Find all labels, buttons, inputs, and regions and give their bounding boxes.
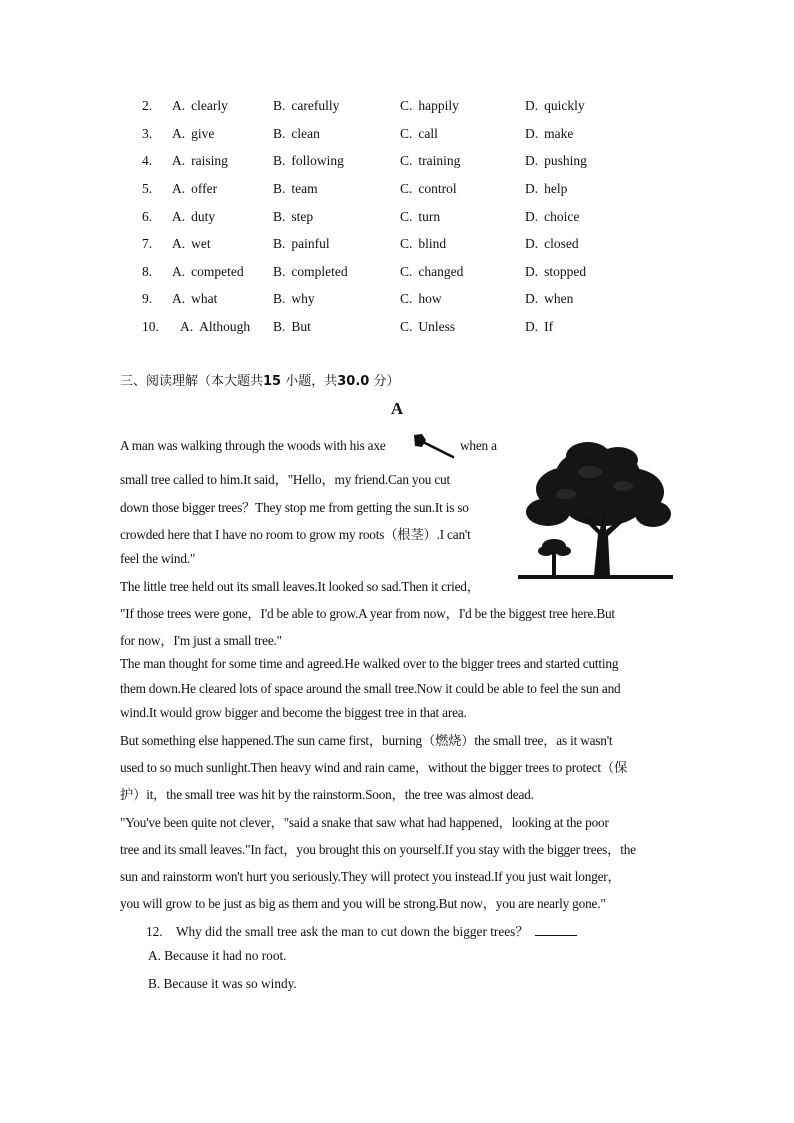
choice-c[interactable]: C. changed [400,264,464,279]
choice-b[interactable]: B. painful [273,236,330,251]
passage-line: 护）it，the small tree was hit by the rainstorm.Soon，the tree was almost dead. [120,787,534,802]
choice-c[interactable]: C. blind [400,236,447,251]
passage-line: sun and rainstorm won't hurt you seriously.They will protect you instead.If you just wait longer， [120,869,621,884]
passage-line: small tree called to him.It said，"Hello，my friend.Can you cut [120,472,451,487]
choice-c[interactable]: C. happily [400,98,459,113]
choice-b[interactable]: B. carefully [273,98,340,113]
choice-d[interactable]: D. closed [525,236,579,251]
choice-d[interactable]: D. choice [525,209,580,224]
choice-c[interactable]: C. Unless [400,319,456,334]
section-score: 30.0 [337,374,370,389]
item-number: 4. [142,153,153,168]
passage-line: The man thought for some time and agreed.He walked over to the bigger trees and started cutting [120,656,619,671]
section-suffix: 分） [373,374,400,389]
option-row [0,181,794,203]
choice-a[interactable]: A. competed [172,264,244,279]
item-number: 8. [142,264,153,279]
passage-line: "If those trees were gone，I'd be able to grow.A year from now，I'd be the biggest tree here.But [120,606,615,621]
axe-icon [412,432,456,460]
passage-line: crowded here that I have no room to grow my roots（根茎）.I can't [120,527,471,542]
passage-line: "You've been quite not clever，"said a snake that saw what had happened，looking at the poor [120,815,609,830]
choice-b[interactable]: B. why [273,291,315,306]
choice-c[interactable]: C. call [400,126,438,141]
passage-title: A [390,399,404,418]
section-middle: 小题，共 [285,374,338,389]
tree-silhouette [518,434,673,582]
passage-line: The little tree held out its small leaves.It looked so sad.Then it cried， [120,579,480,594]
choice-c[interactable]: C. turn [400,209,441,224]
option-row [0,264,794,286]
choice-a[interactable]: A. duty [172,209,216,224]
choice-b[interactable]: B. following [273,153,344,168]
passage-line: down those bigger trees？They stop me from getting the sun.It is so [120,500,469,515]
choice-d[interactable]: D. when [525,291,574,306]
passage-line: A man was walking through the woods with his axe [120,438,386,453]
choice-d[interactable]: D. quickly [525,98,585,113]
passage-line: wind.It would grow bigger and become the biggest tree in that area. [120,705,467,720]
option-row [0,209,794,231]
choice-d[interactable]: D. pushing [525,153,587,168]
passage-line: you will grow to be just as big as them and you will be strong.But now，you are nearly gone." [120,896,606,911]
item-number: 6. [142,209,153,224]
choice-a[interactable]: A. Although [180,319,251,334]
passage-line: tree and its small leaves."In fact，you brought this on yourself.If you stay with the bigger trees，the [120,842,636,857]
option-row [0,319,794,341]
choice-a[interactable]: A. offer [172,181,218,196]
item-number: 10. [142,319,159,334]
passage-line: used to so much sunlight.Then heavy wind and rain came，without the bigger trees to protect（保 [120,760,628,775]
section-prefix: 三、阅读理解（本大题共 [120,374,264,389]
question-text: Why did the small tree ask the man to cut down the bigger trees？ [175,924,529,939]
answer-option-b[interactable]: B. Because it was so windy. [148,976,297,991]
choice-a[interactable]: A. raising [172,153,228,168]
question-12 [146,921,577,940]
choice-b[interactable]: B. clean [273,126,320,141]
option-row [0,98,794,120]
item-number: 7. [142,236,153,251]
section-count: 15 [263,374,282,389]
passage-line: them down.He cleared lots of space around the small tree.Now it could be able to feel the sun and [120,681,621,696]
choice-c[interactable]: C. training [400,153,461,168]
choice-b[interactable]: B. But [273,319,311,334]
item-number: 2. [142,98,153,113]
item-number: 5. [142,181,153,196]
section-heading [120,370,400,389]
choice-d[interactable]: D. help [525,181,568,196]
choice-c[interactable]: C. control [400,181,457,196]
choice-b[interactable]: B. team [273,181,318,196]
option-row [0,236,794,258]
choice-b[interactable]: B. step [273,209,314,224]
choice-d[interactable]: D. stopped [525,264,587,279]
choice-d[interactable]: D. make [525,126,574,141]
choice-a[interactable]: A. clearly [172,98,228,113]
choice-a[interactable]: A. what [172,291,218,306]
option-row [0,153,794,175]
answer-option-a[interactable]: A. Because it had no root. [148,948,287,963]
question-number: 12. [146,924,163,939]
passage-line: But something else happened.The sun came first，burning（燃烧）the small tree，as it wasn't [120,733,613,748]
choice-a[interactable]: A. give [172,126,215,141]
item-number: 3. [142,126,153,141]
option-row [0,291,794,313]
passage-line: when a [460,438,497,453]
choice-c[interactable]: C. how [400,291,442,306]
passage-line: feel the wind." [120,551,196,566]
choice-d[interactable]: D. If [525,319,554,334]
choice-a[interactable]: A. wet [172,236,211,251]
answer-blank[interactable] [535,923,577,936]
item-number: 9. [142,291,153,306]
passage-line: for now，I'm just a small tree." [120,633,282,648]
option-row [0,126,794,148]
choice-b[interactable]: B. completed [273,264,348,279]
